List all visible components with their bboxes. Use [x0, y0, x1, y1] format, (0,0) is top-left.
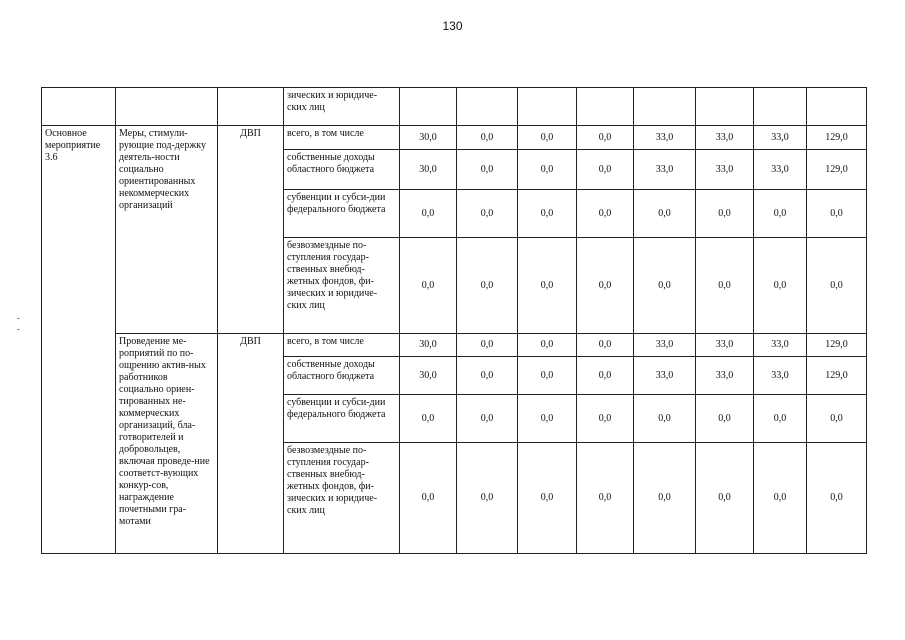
value-cell: 33,0 [634, 150, 696, 190]
value-cell: 0,0 [518, 190, 577, 238]
main-event-cell: Основное мероприятие 3.6 [42, 126, 116, 554]
value-cell: 0,0 [457, 334, 518, 357]
value-cell: 33,0 [634, 126, 696, 150]
value-cell: 0,0 [696, 443, 754, 554]
value-cell: 0,0 [400, 443, 457, 554]
value-cell: 0,0 [518, 126, 577, 150]
empty-cell [457, 88, 518, 126]
value-cell: 0,0 [577, 126, 634, 150]
budget-table [41, 87, 867, 554]
empty-cell [807, 88, 867, 126]
value-cell: 0,0 [518, 395, 577, 443]
value-cell: 0,0 [457, 238, 518, 334]
source-cell: собственные доходы областного бюджета [284, 357, 400, 395]
value-cell: 33,0 [696, 357, 754, 395]
value-cell: 0,0 [577, 443, 634, 554]
total-value-cell: 129,0 [807, 150, 867, 190]
empty-cell [116, 88, 218, 126]
value-cell: 0,0 [696, 395, 754, 443]
source-cell: собственные доходы областного бюджета [284, 150, 400, 190]
empty-cell [518, 88, 577, 126]
value-cell: 0,0 [634, 238, 696, 334]
value-cell: 0,0 [696, 190, 754, 238]
value-cell: 0,0 [577, 334, 634, 357]
value-cell: 0,0 [696, 238, 754, 334]
value-cell: 0,0 [400, 190, 457, 238]
value-cell: 33,0 [634, 357, 696, 395]
value-cell: 30,0 [400, 357, 457, 395]
value-cell: 0,0 [518, 150, 577, 190]
value-cell: 0,0 [634, 395, 696, 443]
empty-cell [218, 88, 284, 126]
value-cell: 0,0 [577, 238, 634, 334]
value-cell: 0,0 [400, 238, 457, 334]
total-value-cell: 0,0 [807, 238, 867, 334]
value-cell: 33,0 [754, 150, 807, 190]
page-number: 130 [442, 19, 463, 33]
value-cell: 0,0 [577, 357, 634, 395]
table-row [42, 126, 867, 150]
value-cell: 30,0 [400, 150, 457, 190]
responsible-cell: ДВП [218, 126, 284, 334]
table-row [42, 334, 867, 357]
value-cell: 30,0 [400, 334, 457, 357]
value-cell: 33,0 [754, 357, 807, 395]
value-cell: 0,0 [754, 190, 807, 238]
total-value-cell: 129,0 [807, 126, 867, 150]
value-cell: 33,0 [696, 150, 754, 190]
value-cell: 0,0 [754, 443, 807, 554]
value-cell: 0,0 [457, 150, 518, 190]
value-cell: 0,0 [754, 395, 807, 443]
measure-cell: Меры, стимули-рующие под-держку деятель-ности социально ориентированных некоммерческих организаций [116, 126, 218, 334]
value-cell: 0,0 [754, 238, 807, 334]
value-cell: 0,0 [577, 395, 634, 443]
total-value-cell: 0,0 [807, 395, 867, 443]
value-cell: 33,0 [754, 126, 807, 150]
scan-mark [17, 318, 20, 319]
value-cell: 33,0 [696, 334, 754, 357]
value-cell: 30,0 [400, 126, 457, 150]
empty-cell [400, 88, 457, 126]
value-cell: 0,0 [400, 395, 457, 443]
source-cell: субвенции и субси-дии федерального бюджета [284, 395, 400, 443]
source-cell: всего, в том числе [284, 126, 400, 150]
empty-cell [754, 88, 807, 126]
value-cell: 0,0 [577, 190, 634, 238]
value-cell: 33,0 [696, 126, 754, 150]
source-cell: субвенции и субси-дии федерального бюджета [284, 190, 400, 238]
value-cell: 0,0 [457, 357, 518, 395]
total-value-cell: 129,0 [807, 357, 867, 395]
value-cell: 0,0 [518, 334, 577, 357]
value-cell: 0,0 [457, 190, 518, 238]
measure-cell: Проведение ме-роприятий по по-ощрению актив-ных работников социально ориен-тированных не-коммерческих организаций, бла-готворителей и добровольцев, включая проведе-ние соответст-вующих конкур-сов, награждение почетными гра-мотами [116, 334, 218, 554]
source-cell: всего, в том числе [284, 334, 400, 357]
responsible-cell: ДВП [218, 334, 284, 554]
source-cell: безвозмездные по-ступления государ-ственных внебюд-жетных фондов, фи-зических и юридиче-ских лиц [284, 238, 400, 334]
value-cell: 33,0 [634, 334, 696, 357]
empty-cell [696, 88, 754, 126]
value-cell: 0,0 [457, 443, 518, 554]
carryover-row [42, 88, 867, 126]
source-cell: безвозмездные по-ступления государ-ственных внебюд-жетных фондов, фи-зических и юридиче-ских лиц [284, 443, 400, 554]
value-cell: 0,0 [457, 395, 518, 443]
value-cell: 0,0 [518, 238, 577, 334]
empty-cell [577, 88, 634, 126]
value-cell: 0,0 [577, 150, 634, 190]
value-cell: 0,0 [457, 126, 518, 150]
value-cell: 0,0 [518, 357, 577, 395]
empty-cell [42, 88, 116, 126]
empty-cell [634, 88, 696, 126]
total-value-cell: 0,0 [807, 443, 867, 554]
value-cell: 0,0 [634, 190, 696, 238]
total-value-cell: 0,0 [807, 190, 867, 238]
source-cell: зических и юридиче-ских лиц [284, 88, 400, 126]
value-cell: 0,0 [518, 443, 577, 554]
scan-mark [17, 329, 20, 330]
total-value-cell: 129,0 [807, 334, 867, 357]
value-cell: 33,0 [754, 334, 807, 357]
value-cell: 0,0 [634, 443, 696, 554]
